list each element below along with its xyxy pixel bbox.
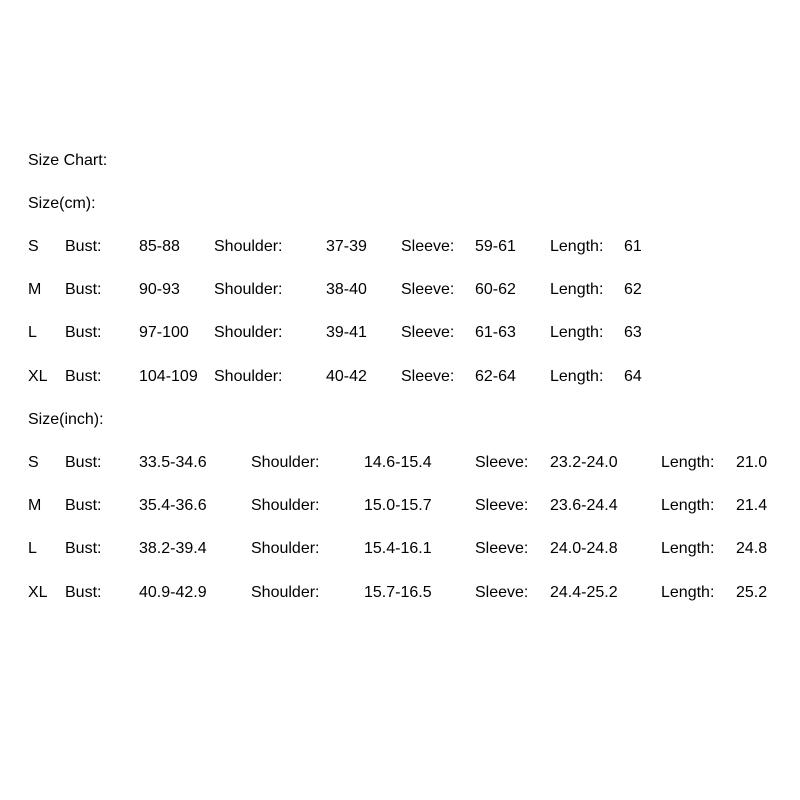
table-row bbox=[0, 323, 800, 343]
length-label: Length: bbox=[550, 281, 604, 298]
bust-label: Bust: bbox=[65, 324, 102, 341]
length-label: Length: bbox=[661, 584, 715, 601]
sleeve-label: Sleeve: bbox=[475, 497, 529, 514]
shoulder-value: 39-41 bbox=[326, 324, 367, 341]
shoulder-label: Shoulder: bbox=[214, 281, 283, 298]
shoulder-value: 37-39 bbox=[326, 238, 367, 255]
table-row bbox=[0, 367, 800, 387]
bust-label: Bust: bbox=[65, 454, 102, 471]
bust-value: 85-88 bbox=[139, 238, 180, 255]
size-label: M bbox=[28, 281, 42, 298]
bust-label: Bust: bbox=[65, 281, 102, 298]
length-value: 61 bbox=[624, 238, 642, 255]
table-row bbox=[0, 280, 800, 300]
sleeve-value: 23.2-24.0 bbox=[550, 454, 618, 471]
bust-value: 90-93 bbox=[139, 281, 180, 298]
sleeve-value: 61-63 bbox=[475, 324, 516, 341]
shoulder-label: Shoulder: bbox=[214, 324, 283, 341]
shoulder-label: Shoulder: bbox=[214, 238, 283, 255]
sleeve-label: Sleeve: bbox=[475, 454, 529, 471]
size-label: S bbox=[28, 238, 39, 255]
sleeve-label: Sleeve: bbox=[401, 238, 455, 255]
length-value: 64 bbox=[624, 368, 642, 385]
sleeve-value: 60-62 bbox=[475, 281, 516, 298]
sleeve-label: Sleeve: bbox=[475, 584, 529, 601]
shoulder-label: Shoulder: bbox=[251, 497, 320, 514]
length-label: Length: bbox=[661, 454, 715, 471]
length-value: 24.8 bbox=[736, 540, 768, 557]
shoulder-label: Shoulder: bbox=[251, 540, 320, 557]
bust-label: Bust: bbox=[65, 238, 102, 255]
shoulder-value: 15.7-16.5 bbox=[364, 584, 432, 601]
length-value: 25.2 bbox=[736, 584, 768, 601]
bust-value: 104-109 bbox=[139, 368, 198, 385]
shoulder-value: 15.4-16.1 bbox=[364, 540, 432, 557]
sleeve-label: Sleeve: bbox=[475, 540, 529, 557]
bust-label: Bust: bbox=[65, 497, 102, 514]
table-row bbox=[0, 539, 800, 559]
size-label: L bbox=[28, 324, 37, 341]
size-label: XL bbox=[28, 584, 48, 601]
length-label: Length: bbox=[661, 540, 715, 557]
bust-label: Bust: bbox=[65, 540, 102, 557]
length-value: 21.4 bbox=[736, 497, 768, 514]
table-row bbox=[0, 496, 800, 516]
length-value: 62 bbox=[624, 281, 642, 298]
bust-value: 35.4-36.6 bbox=[139, 497, 207, 514]
length-label: Length: bbox=[550, 238, 604, 255]
length-label: Length: bbox=[661, 497, 715, 514]
bust-label: Bust: bbox=[65, 584, 102, 601]
shoulder-value: 38-40 bbox=[326, 281, 367, 298]
size-label: XL bbox=[28, 368, 48, 385]
sleeve-value: 23.6-24.4 bbox=[550, 497, 618, 514]
length-value: 21.0 bbox=[736, 454, 768, 471]
sleeve-value: 24.4-25.2 bbox=[550, 584, 618, 601]
bust-value: 97-100 bbox=[139, 324, 189, 341]
cm-heading: Size(cm): bbox=[28, 195, 96, 212]
length-label: Length: bbox=[550, 368, 604, 385]
inch-heading: Size(inch): bbox=[28, 411, 104, 428]
sleeve-label: Sleeve: bbox=[401, 281, 455, 298]
bust-value: 38.2-39.4 bbox=[139, 540, 207, 557]
shoulder-label: Shoulder: bbox=[251, 454, 320, 471]
sleeve-label: Sleeve: bbox=[401, 368, 455, 385]
bust-value: 40.9-42.9 bbox=[139, 584, 207, 601]
sleeve-label: Sleeve: bbox=[401, 324, 455, 341]
bust-value: 33.5-34.6 bbox=[139, 454, 207, 471]
table-row bbox=[0, 453, 800, 473]
shoulder-label: Shoulder: bbox=[214, 368, 283, 385]
size-label: L bbox=[28, 540, 37, 557]
sleeve-value: 62-64 bbox=[475, 368, 516, 385]
table-row bbox=[0, 583, 800, 603]
shoulder-value: 40-42 bbox=[326, 368, 367, 385]
length-label: Length: bbox=[550, 324, 604, 341]
sleeve-value: 24.0-24.8 bbox=[550, 540, 618, 557]
sleeve-value: 59-61 bbox=[475, 238, 516, 255]
shoulder-value: 15.0-15.7 bbox=[364, 497, 432, 514]
size-label: S bbox=[28, 454, 39, 471]
bust-label: Bust: bbox=[65, 368, 102, 385]
table-row bbox=[0, 237, 800, 257]
shoulder-value: 14.6-15.4 bbox=[364, 454, 432, 471]
size-chart-title: Size Chart: bbox=[28, 152, 108, 169]
shoulder-label: Shoulder: bbox=[251, 584, 320, 601]
length-value: 63 bbox=[624, 324, 642, 341]
size-label: M bbox=[28, 497, 42, 514]
